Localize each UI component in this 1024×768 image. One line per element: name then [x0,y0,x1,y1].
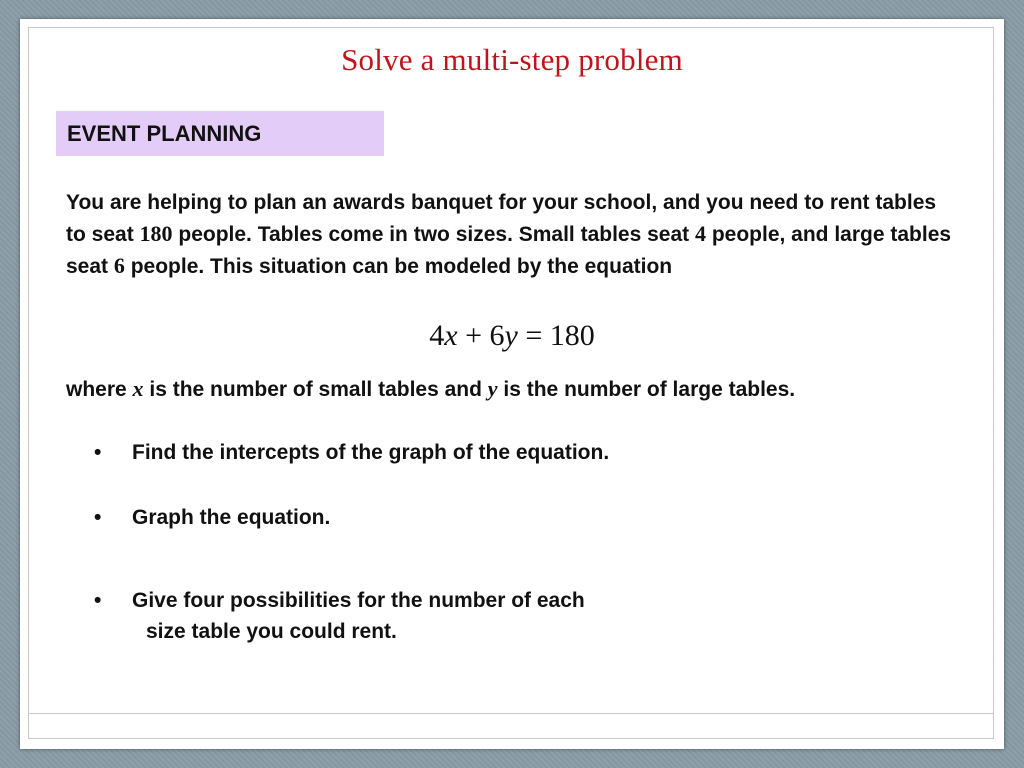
bullet-item-intercepts [94,437,934,468]
where-text-3: is the number of large tables. [497,378,796,401]
bottom-divider [28,713,994,714]
small-table-number: 4 [695,221,706,246]
bullet-item-graph [94,502,934,533]
paragraph-text-1: You are helping to plan an awards banquet for your school, and you need to rent tables to seat [66,191,937,246]
seat-count-number: 180 [139,221,173,246]
where-var-y: y [487,376,498,401]
equation-var-x: x [444,319,458,352]
equation-var-y: y [504,319,518,352]
equation-coef-x: 4 [429,319,445,352]
equation [20,319,1004,353]
equation-rhs: = 180 [517,319,595,352]
paragraph-text-4: people. This situation can be modeled by the equation [124,255,673,278]
bullet-text: Find the intercepts of the graph of the equation. [132,441,610,464]
bullet-dot-icon: • [94,441,102,464]
equation-coef-y: 6 [489,319,505,352]
equation-plus: + [457,319,490,352]
slide [20,19,1004,749]
large-table-number: 6 [113,253,125,278]
bullet-text: Give four possibilities for the number of each [132,589,585,612]
paragraph-text-3: people, and large tables seat [66,223,952,278]
bullet-item-possibilities [94,585,934,647]
slide-title: Solve a multi-step problem [341,42,683,77]
where-var-x: x [132,376,144,401]
bullet-continuation: size table you could rent. [146,620,397,643]
variable-definition [66,373,986,405]
paragraph-text-2: people. Tables come in two sizes. Small tables seat [172,223,695,246]
where-text-1: where [66,378,133,401]
bullet-text: Graph the equation. [132,506,331,529]
problem-paragraph [66,187,956,282]
where-text-2: is the number of small tables and [143,378,488,401]
bullet-dot-icon: • [94,589,102,612]
bullet-dot-icon: • [94,506,102,529]
section-label: EVENT PLANNING [56,111,384,156]
